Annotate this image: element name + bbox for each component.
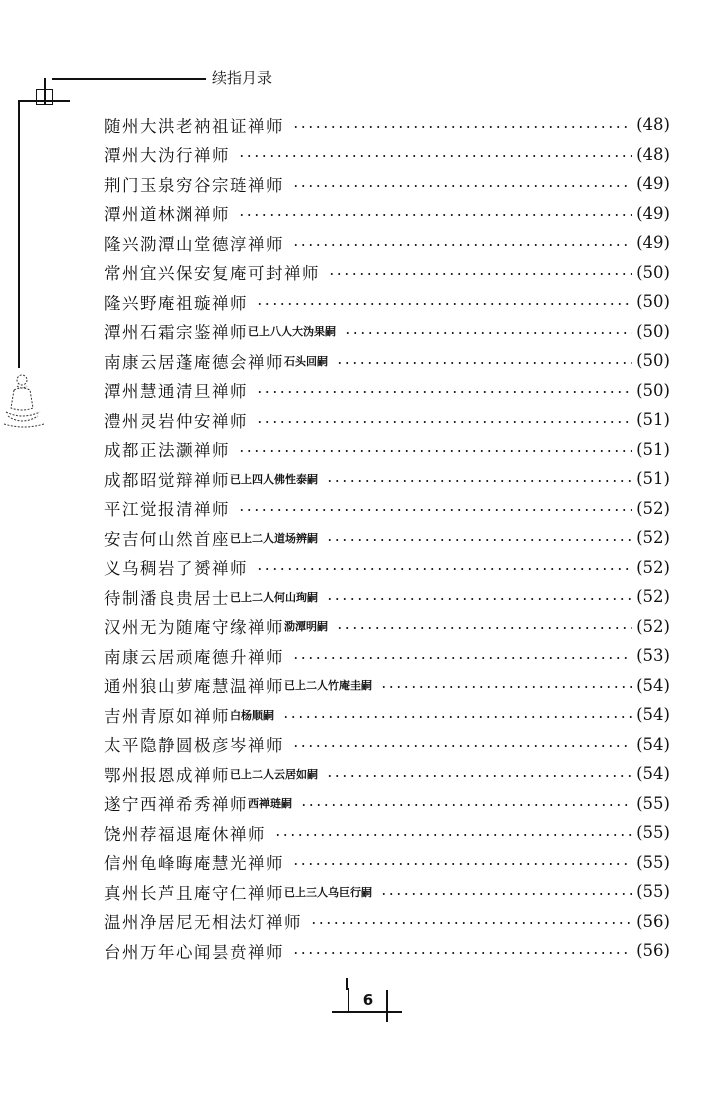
- toc-entry-lineage-note: 已上四人佛性泰嗣: [230, 472, 318, 486]
- toc-dot-leader: [328, 272, 632, 276]
- toc-entry-page: (51): [636, 439, 670, 459]
- toc-entry-lineage-note: 已上二人道场辨嗣: [230, 531, 318, 545]
- toc-dot-leader: [292, 862, 632, 866]
- toc-entry-title: 潭州大沩行禅师: [104, 146, 230, 166]
- toc-entry-page: (49): [636, 233, 670, 253]
- toc-entry: [104, 110, 670, 140]
- toc-entry-page: (50): [636, 262, 670, 282]
- toc-entry-title: 真州长芦且庵守仁禅师: [104, 883, 284, 903]
- toc-dot-leader: [238, 449, 632, 453]
- toc-entry-lineage-note: 已上八人大沩果嗣: [248, 325, 336, 339]
- seated-buddha-icon: [0, 368, 50, 436]
- toc-entry: [104, 464, 670, 494]
- toc-entry: [104, 346, 670, 376]
- toc-entry-title: 隆兴野庵祖璇禅师: [104, 293, 248, 313]
- toc-dot-leader: [310, 921, 632, 925]
- toc-entry-lineage-note: 已上二人云居如嗣: [230, 767, 318, 781]
- toc-entry-page: (55): [636, 793, 670, 813]
- header-ornament-divider: [44, 89, 46, 105]
- toc-entry: [104, 405, 670, 435]
- toc-entry-title: 成都昭觉辩禅师: [104, 470, 230, 490]
- toc-entry-page: (56): [636, 911, 670, 931]
- toc-entry: [104, 671, 670, 701]
- toc-entry-page: (50): [636, 321, 670, 341]
- toc-entry: [104, 789, 670, 819]
- toc-entry-title: 太平隐静圆极彦岑禅师: [104, 736, 284, 756]
- toc-entry-title: 潭州石霜宗鉴禅师: [104, 323, 248, 343]
- toc-entry: [104, 553, 670, 583]
- toc-entry: [104, 376, 670, 406]
- toc-entry-title: 成都正法灏禅师: [104, 441, 230, 461]
- toc-entry: [104, 641, 670, 671]
- toc-entry-lineage-note: 西禅琏嗣: [248, 797, 292, 811]
- toc-entry-page: (49): [636, 203, 670, 223]
- toc-dot-leader: [326, 479, 632, 483]
- toc-dot-leader: [292, 656, 632, 660]
- toc-entry-title: 随州大洪老衲祖证禅师: [104, 116, 284, 136]
- toc-entry-title: 潭州慧通清旦禅师: [104, 382, 248, 402]
- toc-dot-leader: [256, 302, 632, 306]
- header-rule: [52, 78, 206, 80]
- toc-entry-title: 常州宜兴保安复庵可封禅师: [104, 264, 320, 284]
- toc-entry: [104, 730, 670, 760]
- toc-entry: [104, 228, 670, 258]
- toc-entry-title: 温州净居尼无相法灯禅师: [104, 913, 302, 933]
- toc-entry: [104, 317, 670, 347]
- toc-entry: [104, 877, 670, 907]
- toc-dot-leader: [256, 420, 632, 424]
- toc-entry-page: (52): [636, 587, 670, 607]
- toc-dot-leader: [282, 715, 632, 719]
- toc-dot-leader: [380, 892, 632, 896]
- toc-entry-page: (55): [636, 823, 670, 843]
- toc-entry-title: 南康云居蓬庵德会禅师: [104, 352, 284, 372]
- toc-entry: [104, 287, 670, 317]
- margin-rule-vertical: [18, 100, 20, 368]
- toc-entry-page: (50): [636, 292, 670, 312]
- toc-entry-title: 鄂州报恩成禅师: [104, 765, 230, 785]
- toc-dot-leader: [292, 243, 632, 247]
- toc-entry-page: (55): [636, 882, 670, 902]
- toc-entry-page: (56): [636, 941, 670, 961]
- toc-dot-leader: [300, 803, 632, 807]
- toc-entry-page: (55): [636, 852, 670, 872]
- toc-entry-title: 信州龟峰晦庵慧光禅师: [104, 854, 284, 874]
- toc-entry-page: (51): [636, 410, 670, 430]
- toc-dot-leader: [380, 685, 632, 689]
- toc-entry-title: 潭州道林渊禅师: [104, 205, 230, 225]
- toc-entry: [104, 582, 670, 612]
- toc-entry: [104, 759, 670, 789]
- toc-dot-leader: [238, 508, 632, 512]
- toc-dot-leader: [292, 951, 632, 955]
- toc-dot-leader: [326, 597, 632, 601]
- toc-entry-page: (53): [636, 646, 670, 666]
- toc-entry-lineage-note: 石头回嗣: [284, 354, 328, 368]
- toc-entry: [104, 258, 670, 288]
- toc-entry-title: 通州狼山萝庵慧温禅师: [104, 677, 284, 697]
- toc-entry-title: 荆门玉泉穷谷宗琏禅师: [104, 175, 284, 195]
- page-number-underline: [332, 1011, 402, 1013]
- toc-entry-title: 饶州荐福退庵休禅师: [104, 824, 266, 844]
- toc-entry: [104, 612, 670, 642]
- toc-entry-lineage-note: 白杨顺嗣: [230, 708, 274, 722]
- toc-entry-page: (52): [636, 528, 670, 548]
- toc-entry-page: (48): [636, 144, 670, 164]
- toc-entry-title: 隆兴泐潭山堂德淳禅师: [104, 234, 284, 254]
- toc-entry-page: (54): [636, 675, 670, 695]
- header-ornament-stem: [44, 78, 46, 90]
- toc-entry-title: 遂宁西禅希秀禅师: [104, 795, 248, 815]
- toc-entry-title: 南康云居顽庵德升禅师: [104, 647, 284, 667]
- toc-entry: [104, 700, 670, 730]
- toc-dot-leader: [238, 213, 632, 217]
- toc-dot-leader: [336, 361, 632, 365]
- toc-entry: [104, 169, 670, 199]
- toc-entry-page: (48): [636, 115, 670, 135]
- toc-entry: [104, 140, 670, 170]
- running-header-title: 续指月录: [212, 69, 273, 87]
- toc-dot-leader: [274, 833, 632, 837]
- toc-entry-lineage-note: 已上二人何山珣嗣: [230, 590, 318, 604]
- toc-dot-leader: [326, 774, 632, 778]
- toc-entry-lineage-note: 泐潭明嗣: [284, 620, 328, 634]
- toc-entry: [104, 818, 670, 848]
- toc-entry-title: 义乌稠岩了赟禅师: [104, 559, 248, 579]
- toc-entry: [104, 199, 670, 229]
- toc-entry: [104, 936, 670, 966]
- toc-entry-lineage-note: 已上二人竹庵圭嗣: [284, 679, 372, 693]
- toc-dot-leader: [256, 390, 632, 394]
- toc-entry-page: (54): [636, 705, 670, 725]
- toc-entry-title: 安吉何山然首座: [104, 529, 230, 549]
- toc-entry: [104, 907, 670, 937]
- toc-entry-lineage-note: 已上三人乌巨行嗣: [284, 885, 372, 899]
- toc-dot-leader: [292, 125, 632, 129]
- toc-entry-page: (52): [636, 557, 670, 577]
- toc-dot-leader: [344, 331, 632, 335]
- toc-entry-title: 汉州无为随庵守缘禅师: [104, 618, 284, 638]
- toc-dot-leader: [292, 184, 632, 188]
- toc-entry-page: (50): [636, 351, 670, 371]
- toc-entry-title: 澧州灵岩仲安禅师: [104, 411, 248, 431]
- toc-entry-page: (49): [636, 174, 670, 194]
- page-number: 6: [348, 988, 387, 1013]
- toc-entry-title: 吉州青原如禅师: [104, 706, 230, 726]
- toc-entry-page: (54): [636, 764, 670, 784]
- page-number-ornament-bar: [386, 990, 388, 1022]
- toc-entry-page: (51): [636, 469, 670, 489]
- toc-dot-leader: [336, 626, 632, 630]
- toc-entry-page: (50): [636, 380, 670, 400]
- toc-entry: [104, 435, 670, 465]
- toc-dot-leader: [326, 538, 632, 542]
- toc-entry-title: 台州万年心闻昙贲禅师: [104, 942, 284, 962]
- toc-entry: [104, 494, 670, 524]
- toc-entry: [104, 848, 670, 878]
- toc-entry: [104, 523, 670, 553]
- toc-entry-title: 平江觉报清禅师: [104, 500, 230, 520]
- toc-entry-page: (52): [636, 498, 670, 518]
- toc-dot-leader: [256, 567, 632, 571]
- toc-entry-page: (54): [636, 734, 670, 754]
- table-of-contents: [104, 110, 670, 966]
- toc-dot-leader: [238, 154, 632, 158]
- toc-entry-title: 待制潘良贵居士: [104, 588, 230, 608]
- toc-dot-leader: [292, 744, 632, 748]
- toc-entry-page: (52): [636, 616, 670, 636]
